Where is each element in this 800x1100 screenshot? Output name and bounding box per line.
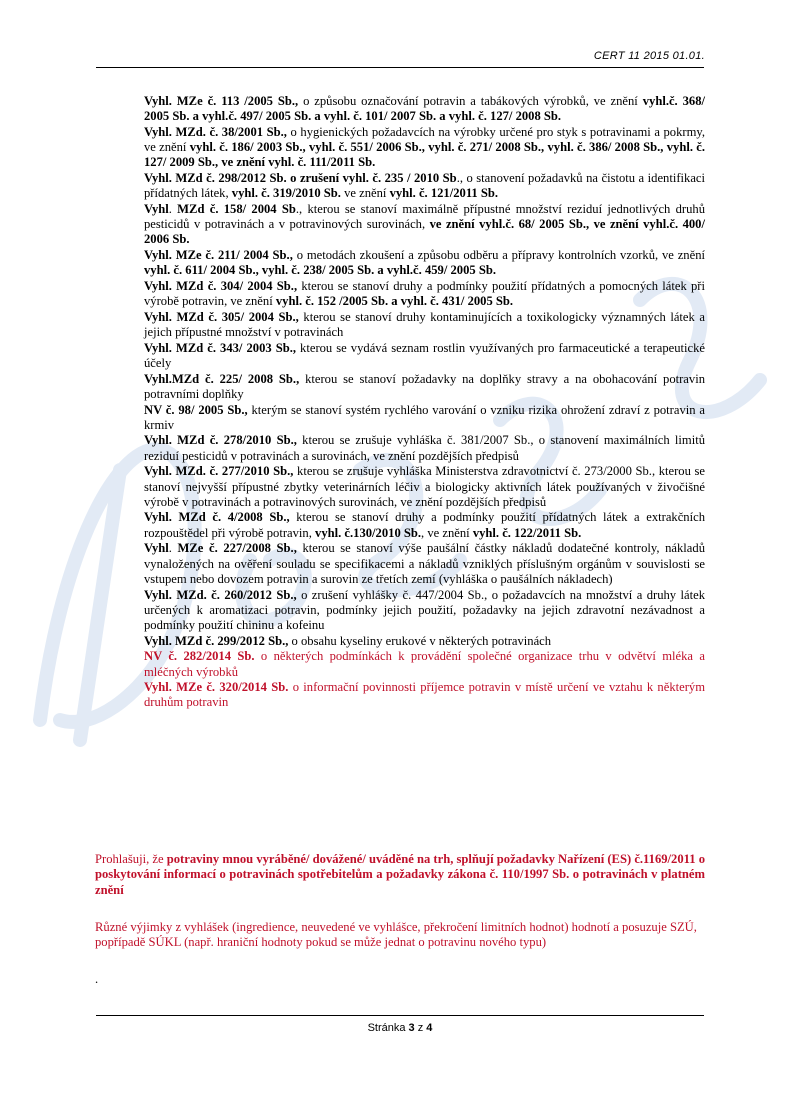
regulation-entry: [144, 125, 705, 171]
regulation-reference: Vyhl. MZd č. 298/2012 Sb. o zrušení vyhl. č. 235 / 2010 Sb: [144, 171, 457, 186]
regulation-text: o hygienických požadavcích na výrobky určené pro styk s potravinami a pokrmy, ve znění: [144, 124, 706, 155]
regulation-text: kterou se stanoví požadavky na doplňky stravy a na obohacování potravin potravními doplňky: [144, 371, 705, 401]
regulation-reference: Vyhl: [144, 541, 169, 556]
regulation-reference: Vyhl. MZd č. 278/2010 Sb.,: [144, 433, 297, 448]
regulation-reference: Vyhl. MZe č. 211/ 2004 Sb.,: [144, 248, 293, 263]
regulation-reference: Vyhl. MZd č. 305/ 2004 Sb.,: [144, 309, 299, 324]
regulation-entry: [144, 372, 705, 402]
regulation-text: kterou se zrušuje vyhláška Ministerstva zdravotnictví č. 273/2000 Sb., kterou se stanoví nejvyšší přípustné zbytky veterinárních léčiv a biologicky aktivních látek používaných v živočišné výrobě v potravinách a potravinových surovinách, ve znění pozdějších předpisů: [144, 464, 705, 509]
regulation-entry: [144, 634, 705, 649]
regulation-entry: [144, 680, 705, 710]
regulation-reference: Vyhl. MZd č. 343/ 2003 Sb.,: [144, 340, 297, 355]
regulation-entry: [144, 510, 705, 540]
regulation-reference: Vyhl: [144, 201, 169, 216]
regulation-text: o zrušení vyhlášky č. 447/2004 Sb., o požadavcích na množství a druhy látek určených k aromatizaci potravin, podmínky jejich použití, požadavky na jejich zdravotní nezávadnost a podmínky použití chininu a kofeinu: [144, 587, 705, 632]
document-code: CERT 11 2015 01.01.: [593, 50, 705, 62]
page-footer: [0, 1022, 800, 1034]
regulation-text: .: [168, 201, 178, 216]
regulation-text: kterým se stanoví systém rychlého varování o vzniku rizika ohrožení zdraví z potravin a krmiv: [144, 402, 705, 432]
regulation-reference: Vyhl. MZd. č. 38/2001 Sb.,: [144, 124, 287, 139]
declaration-lead: Prohlašuji, že: [95, 852, 167, 866]
regulation-text: kterou se zrušuje vyhláška č. 381/2007 Sb., o stanovení maximálních limitů reziduí pesticidů v potravinách a surovinách, ve znění pozdějších předpisů: [144, 433, 705, 463]
regulation-text: kterou se stanoví druhy a podmínky použití přídatných a pomocných látek při výrobě potravin, ve znění: [144, 278, 705, 309]
regulation-text: o metodách zkoušení a způsobu odběru a přípravy kontrolních vzorků, ve znění: [292, 248, 705, 263]
regulation-reference: vyhl.č. 368/ 2005 Sb. a vyhl.č. 497/ 2005 Sb. a vyhl. č. 101/ 2007 Sb. a vyhl. č. 127/ 2008 Sb.: [144, 94, 705, 124]
regulation-reference: vyhl. č. 319/2010 Sb.: [231, 186, 341, 201]
regulation-entry: [144, 341, 705, 371]
regulation-reference: NV č. 98/ 2005 Sb.,: [144, 402, 248, 417]
regulation-reference: Vyhl. MZd č. 4/2008 Sb.,: [144, 510, 290, 525]
regulation-reference: NV č. 282/2014 Sb.: [144, 649, 255, 664]
regulation-text: o informační povinnosti příjemce potravin v místě určení ve vztahu k některým druhům potravin: [144, 680, 705, 710]
header-rule: [96, 67, 704, 68]
regulation-reference: Vyhl. MZd. č. 260/2012 Sb.,: [144, 587, 297, 602]
regulation-reference: vyhl. č. 611/ 2004 Sb., vyhl. č. 238/ 2005 Sb. a vyhl.č. 459/ 2005 Sb.: [144, 263, 496, 278]
declaration-statement: potraviny mnou vyráběné/ dovážené/ uváděné na trh, splňují požadavky Nařízení (ES) č.1169/2011 o poskytování informací o potravinách spotřebitelům a požadavky zákona č. 110/1997 Sb. o potravinách v platném znění: [95, 852, 705, 897]
regulation-entry: [144, 248, 705, 278]
regulation-reference: MZd č. 158/ 2004 Sb: [177, 201, 296, 216]
regulation-text: ve znění: [340, 186, 390, 201]
regulation-text: , ve znění: [421, 525, 473, 540]
regulation-reference: vyhl. č. 186/ 2003 Sb., vyhl. č. 551/ 2006 Sb., vyhl. č. 271/ 2008 Sb., vyhl. č. 386/ 2008 Sb., vyhl. č. 127/ 2009 Sb., ve znění vyhl. č. 111/2011 Sb.: [144, 140, 705, 170]
footer-rule: [96, 1015, 704, 1016]
regulation-text: kterou se stanoví druhy a podmínky použití přídatných látek a extrakčních rozpouštědel při výrobě potravin,: [144, 510, 705, 540]
regulation-reference: Vyhl. MZd č. 299/2012 Sb.,: [144, 633, 289, 648]
page-number: 3: [408, 1022, 415, 1034]
regulation-reference: vyhl. č. 152 /2005 Sb. a vyhl. č. 431/ 2005 Sb.: [275, 294, 514, 309]
regulation-entry: [144, 403, 705, 433]
regulation-reference: Vyhl. MZe č. 320/2014 Sb.: [144, 680, 289, 695]
regulation-reference: Vyhl. MZd č. 304/ 2004 Sb.,: [144, 278, 298, 293]
regulation-text: .: [168, 541, 178, 556]
regulation-text: kterou se stanoví výše paušální částky nákladů dodatečné kontroly, nákladů vynaložených na ověření souladu se specifikacemi a nákladů vzniklých příslušným orgánům v souvislosti se vstupem nebo dovozem potravin a surovin ze třetích zemí (vyhláška o paušálních nákladech): [144, 541, 705, 586]
regulation-reference: MZe č. 227/2008 Sb.,: [177, 541, 297, 556]
regulation-entry: [144, 433, 705, 463]
regulation-reference: Vyhl.MZd č. 225/ 2008 Sb.,: [144, 371, 300, 386]
regulation-entry: [144, 279, 705, 309]
regulation-entry: [144, 464, 705, 510]
regulation-text: o obsahu kyseliny erukové v některých potravinách: [288, 633, 552, 648]
regulation-entry: [144, 310, 705, 340]
regulation-reference: Vyhl. MZe č. 113 /2005 Sb.,: [144, 94, 299, 108]
regulation-entry: [144, 202, 705, 248]
regulation-text: ., kterou se stanoví maximálně přípustné množství reziduí jednotlivých druhů pesticidů v potravinách a v potravinových surovinách,: [144, 201, 705, 232]
regulation-entry: [144, 588, 705, 634]
regulation-text: ., o stanovení požadavků na čistotu a identifikaci přídatných látek,: [144, 171, 705, 201]
footer-prefix: Stránka: [367, 1022, 409, 1034]
regulation-reference: ve znění vyhl.č. 68/ 2005 Sb., ve znění vyhl.č. 400/ 2006 Sb.: [144, 217, 705, 247]
footer-sep: z: [414, 1022, 427, 1034]
regulation-reference: Vyhl. MZd. č. 277/2010 Sb.,: [144, 464, 294, 479]
regulation-entry: [144, 649, 705, 679]
exceptions-note: Různé výjimky z vyhlášek (ingredience, neuvedené ve vyhlášce, překročení limitních hodnot) hodnotí a posuzuje SZÚ, popřípadě SÚKL (např. hraniční hodnoty pokud se může jednat o potravinu nového typu): [95, 920, 697, 950]
regulation-text: o některých podmínkách k provádění společné organizace trhu v odvětví mléka a mléčných výrobků: [144, 649, 705, 679]
regulation-entry: [144, 541, 705, 587]
page-total: 4: [426, 1022, 433, 1034]
regulation-list: [144, 94, 705, 711]
declaration-paragraph: [95, 852, 705, 898]
regulation-reference: vyhl. č. 122/2011 Sb.: [472, 525, 582, 540]
regulation-text: kterou se vydává seznam rostlin využívaných pro farmaceutické a terapeutické účely: [144, 340, 705, 370]
regulation-entry: [144, 94, 705, 124]
trailing-dot: .: [95, 972, 99, 986]
regulation-text: kterou se stanoví druhy kontaminujících a toxikologicky významných látek a jejich přípustné množství v potravinách: [144, 309, 705, 340]
regulation-text: o způsobu označování potravin a tabákových výrobků, ve znění: [298, 94, 643, 108]
regulation-reference: vyhl. č. 121/2011 Sb.: [389, 186, 499, 201]
regulation-reference: vyhl. č.130/2010 Sb.: [315, 525, 422, 540]
regulation-entry: [144, 171, 705, 201]
